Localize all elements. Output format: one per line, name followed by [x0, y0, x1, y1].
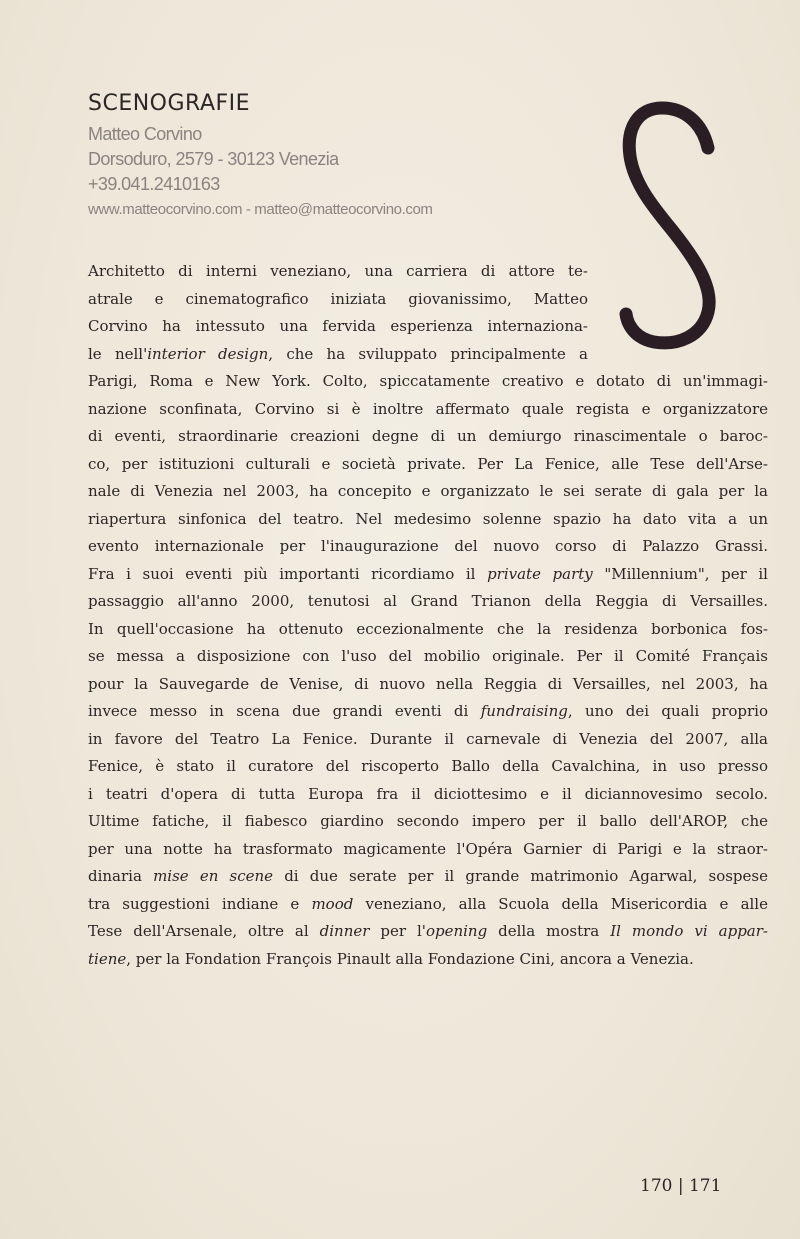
text-line: [88, 863, 768, 891]
text-segment: della mostra: [487, 922, 611, 940]
text-line: [88, 781, 768, 809]
text-segment: di eventi, straordinarie creazioni degne di un demiurgo rinascimentale o baroc-: [88, 427, 768, 445]
text-segment: se messa a disposizione con l'uso del mobilio originale. Per il Comité Français: [88, 647, 768, 665]
text-segment: In quell'occasione ha ottenuto eccezionalmente che la residenza borbonica fos-: [88, 619, 768, 638]
text-line: [88, 808, 768, 836]
text-segment: Architetto di interni veneziano, una carriera di attore te-: [88, 262, 588, 280]
text-segment: di due serate per il grande matrimonio Agarwal, sospese: [273, 867, 768, 885]
text-segment: i teatri d'opera di tutta Europa fra il diciottesimo e il diciannovesimo secolo.: [88, 784, 768, 803]
italic-phrase: private party: [487, 564, 593, 583]
text-line: [88, 891, 768, 919]
text-segment: in favore del Teatro La Fenice. Durante il carnevale di Venezia del 2007, alla: [88, 729, 768, 748]
text-segment: veneziano, alla Scuola della Misericordia e alle: [353, 894, 768, 913]
text-line: [88, 533, 768, 561]
text-segment: Ultime fatiche, il fiabesco giardino secondo impero per il ballo dell'AROP, che: [88, 812, 768, 830]
text-segment: Fenice, è stato il curatore del riscoperto Ballo della Cavalchina, in uso presso: [88, 757, 768, 775]
text-line: [88, 726, 768, 754]
text-segment: tra suggestioni indiane e: [88, 894, 312, 913]
contact-phone: +39.041.2410163: [88, 174, 220, 194]
italic-phrase: fundraising: [480, 702, 568, 720]
text-segment: , che ha sviluppato principalmente a: [268, 344, 589, 363]
text-line: [88, 286, 588, 314]
contact-address: Dorsoduro, 2579 - 30123 Venezia: [88, 149, 339, 169]
text-line: [88, 588, 768, 616]
text-line: [88, 423, 768, 451]
text-segment: Corvino ha intessuto una fervida esperienza internaziona-: [88, 317, 588, 335]
text-segment: nale di Venezia nel 2003, ha concepito e organizzato le sei serate di gala per la: [88, 482, 768, 500]
text-line: [88, 836, 768, 864]
italic-phrase: mood: [311, 894, 354, 913]
text-segment: , uno dei quali proprio: [567, 702, 768, 720]
italic-phrase: Il mondo vi appar-: [610, 922, 768, 940]
text-segment: co, per istituzioni culturali e società private. Per La Fenice, alle Tese dell'Arse-: [88, 454, 768, 473]
text-segment: le nell': [88, 344, 148, 363]
text-segment: pour la Sauvegarde de Venise, di nuovo nella Reggia di Versailles, nel 2003, ha: [88, 674, 768, 693]
text-segment: passaggio all'anno 2000, tenutosi al Grand Trianon della Reggia di Versailles.: [88, 592, 768, 610]
text-line: [88, 698, 768, 726]
contact-web-email: www.matteocorvino.com - matteo@matteocorvino.com: [88, 201, 433, 218]
text-line: [88, 918, 768, 946]
text-line: [88, 946, 768, 974]
text-segment: nazione sconfinata, Corvino si è inoltre affermato quale regista e organizzatore: [88, 399, 768, 418]
text-segment: invece messo in scena due grandi eventi di: [88, 702, 481, 720]
biography-text: [88, 258, 768, 973]
text-line: [88, 478, 768, 506]
contact-name: Matteo Corvino: [88, 124, 202, 144]
section-title: SCENOGRAFIE: [88, 91, 251, 116]
text-segment: Fra i suoi eventi più importanti ricordiamo il: [88, 564, 488, 583]
italic-phrase: tiene: [88, 949, 127, 968]
text-segment: Parigi, Roma e New York. Colto, spiccatamente creativo e dotato di un'immagi-: [88, 372, 768, 390]
text-line: [88, 643, 768, 671]
text-line: [88, 753, 768, 781]
text-segment: atrale e cinematografico iniziata giovanissimo, Matteo: [88, 289, 588, 308]
italic-phrase: opening: [425, 922, 488, 940]
text-line: [88, 368, 768, 396]
text-line: [88, 561, 768, 589]
text-line: [88, 671, 768, 699]
text-line: [88, 341, 588, 369]
text-segment: Tese dell'Arsenale, oltre al: [88, 922, 320, 940]
text-segment: , per la Fondation François Pinault alla Fondazione Cini, ancora a Venezia.: [126, 949, 694, 968]
italic-phrase: interior design: [147, 344, 269, 363]
text-segment: "Millennium", per il: [592, 564, 768, 583]
text-segment: dinaria: [88, 867, 154, 885]
text-line: [88, 313, 588, 341]
italic-phrase: mise en scene: [153, 867, 274, 885]
text-line: [88, 396, 768, 424]
page-number: 170 | 171: [640, 1176, 722, 1196]
text-segment: per l': [369, 922, 426, 940]
italic-phrase: dinner: [319, 922, 370, 940]
text-line: [88, 451, 768, 479]
text-segment: evento internazionale per l'inaugurazione del nuovo corso di Palazzo Grassi.: [88, 537, 768, 555]
text-line: [88, 616, 768, 644]
text-line: [88, 506, 768, 534]
text-segment: per una notte ha trasformato magicamente l'Opéra Garnier di Parigi e la straor-: [88, 839, 768, 858]
entry-header: [88, 90, 568, 222]
text-segment: riapertura sinfonica del teatro. Nel medesimo solenne spazio ha dato vita a un: [88, 509, 768, 528]
text-line: [88, 258, 588, 286]
